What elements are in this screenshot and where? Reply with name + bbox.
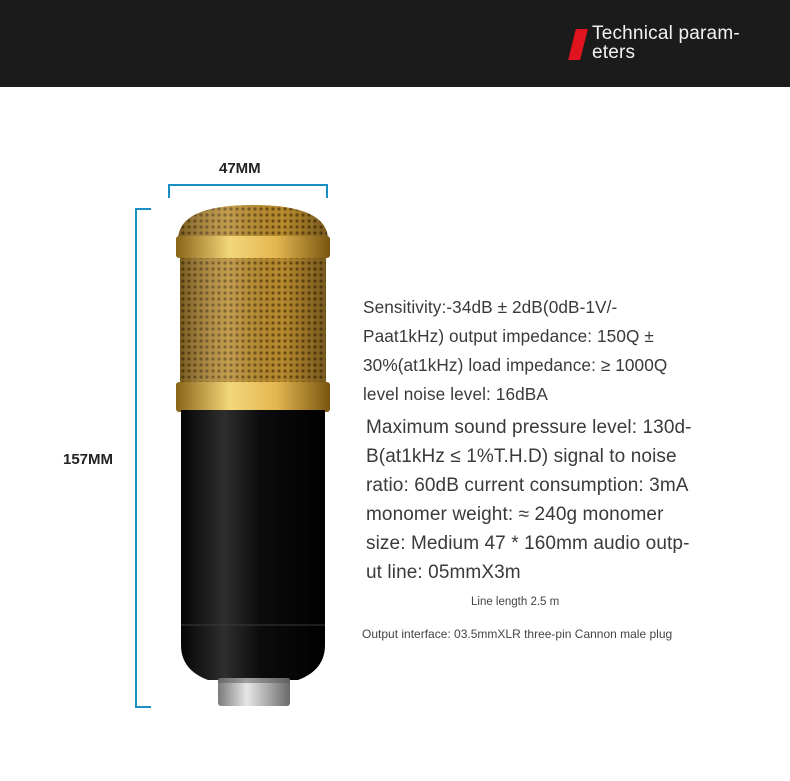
red-accent-mark <box>568 29 588 60</box>
height-label: 157MM <box>63 451 114 468</box>
width-label: 47MM <box>219 160 261 177</box>
microphone-icon <box>168 200 338 710</box>
header-banner <box>0 0 790 87</box>
spec-sensitivity-block: Sensitivity:-34dB ± 2dB(0dB-1V/- Paat1kHz) output impedance: 150Q ± 30%(at1kHz) load impedance: ≥ 1000Q level noise level: 16dBA <box>363 297 668 404</box>
spec-pressure-block: Maximum sound pressure level: 130d- B(at1kHz ≤ 1%T.H.D) signal to noise ratio: 60dB current consumption: 3mA monomer weight: ≈ 240g monomer size: Medium 47 * 160mm audio outp- ut line: 05mmX3m <box>366 417 692 583</box>
output-interface-text: Output interface: 03.5mmXLR three-pin Cannon male plug <box>362 627 673 641</box>
page-title: Technical param- eters <box>592 23 740 63</box>
line-length-text: Line length 2.5 m <box>471 596 560 608</box>
